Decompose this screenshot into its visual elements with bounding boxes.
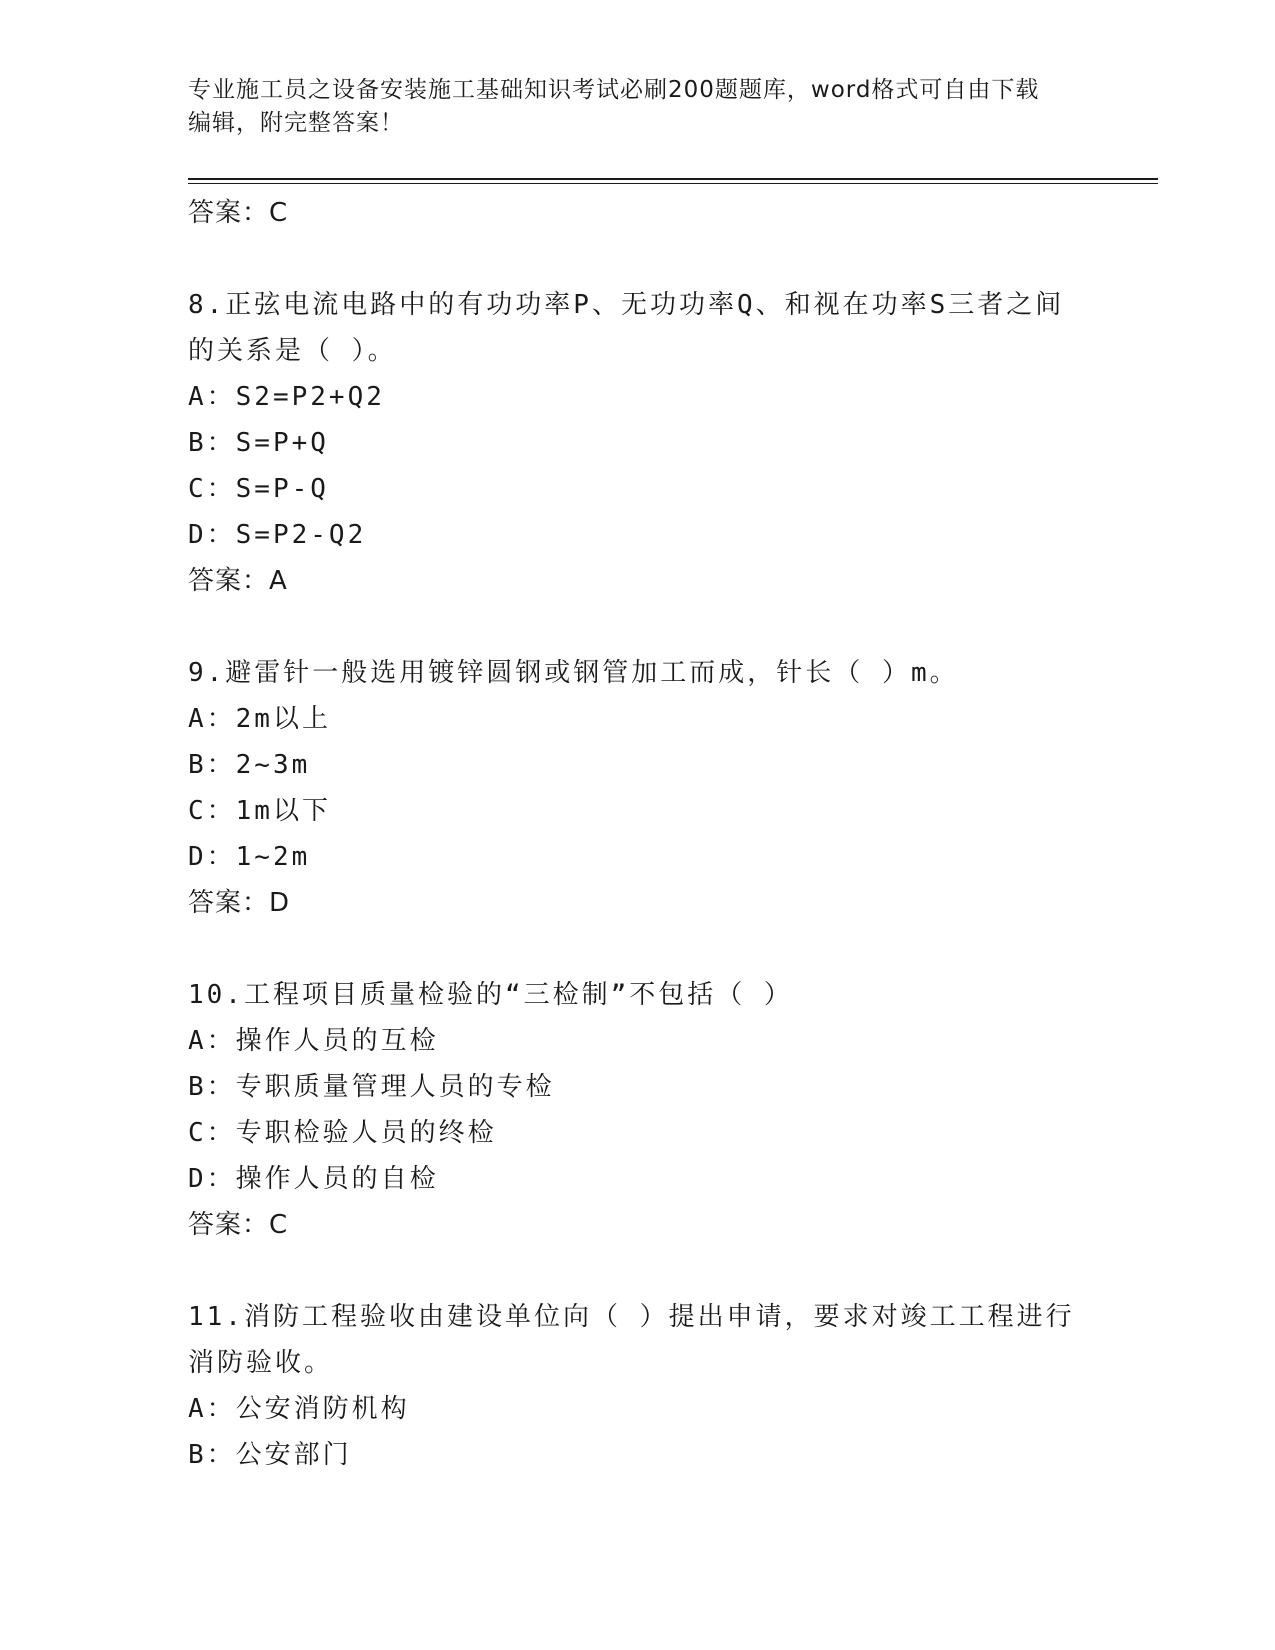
question-11	[188, 1294, 1088, 1478]
question-answer: 答案：A	[188, 566, 288, 596]
question-10	[188, 972, 1088, 1248]
option-d: D：操作人员的自检	[188, 1164, 439, 1194]
question-answer: 答案：D	[188, 888, 291, 918]
question-stem: 10.工程项目质量检验的“三检制”不包括（ ）	[188, 980, 793, 1010]
question-answer: 答案：C	[188, 1210, 289, 1240]
option-a: A：S2=P2+Q2	[188, 382, 385, 412]
option-b: B：公安部门	[188, 1440, 352, 1470]
option-d: D：S=P2-Q2	[188, 520, 367, 550]
spacer	[188, 604, 1088, 650]
spacer	[188, 236, 1088, 282]
header-title-line2: 编辑，附完整答案！	[188, 110, 404, 136]
option-a: A：公安消防机构	[188, 1394, 410, 1424]
question-8	[188, 282, 1088, 604]
option-a: A：操作人员的互检	[188, 1026, 439, 1056]
question-stem: 9.避雷针一般选用镀锌圆钢或钢管加工而成，针长（ ）m。	[188, 658, 959, 688]
question-list	[188, 190, 1088, 1478]
header-title-line1: 专业施工员之设备安装施工基础知识考试必刷200题题库，word格式可自由下载	[188, 77, 1040, 103]
spacer	[188, 1248, 1088, 1294]
question-stem: 11.消防工程验收由建设单位向（ ）提出申请，要求对竣工工程进行	[188, 1302, 1075, 1332]
option-a: A：2m以上	[188, 704, 331, 734]
question-stem: 的关系是（ ）。	[188, 336, 397, 366]
header-divider	[188, 178, 1158, 184]
option-b: B：2~3m	[188, 750, 311, 780]
question-9	[188, 650, 1088, 926]
question-stem: 8.正弦电流电路中的有功功率P、无功功率Q、和视在功率S三者之间	[188, 290, 1065, 320]
option-d: D：1~2m	[188, 842, 311, 872]
page-header	[188, 74, 1068, 140]
option-c: C：S=P-Q	[188, 474, 329, 504]
previous-answer: 答案：C	[188, 198, 289, 228]
option-b: B：S=P+Q	[188, 428, 329, 458]
spacer	[188, 926, 1088, 972]
option-c: C：1m以下	[188, 796, 331, 826]
option-c: C：专职检验人员的终检	[188, 1118, 497, 1148]
question-stem: 消防验收。	[188, 1348, 334, 1378]
option-b: B：专职质量管理人员的专检	[188, 1072, 555, 1102]
